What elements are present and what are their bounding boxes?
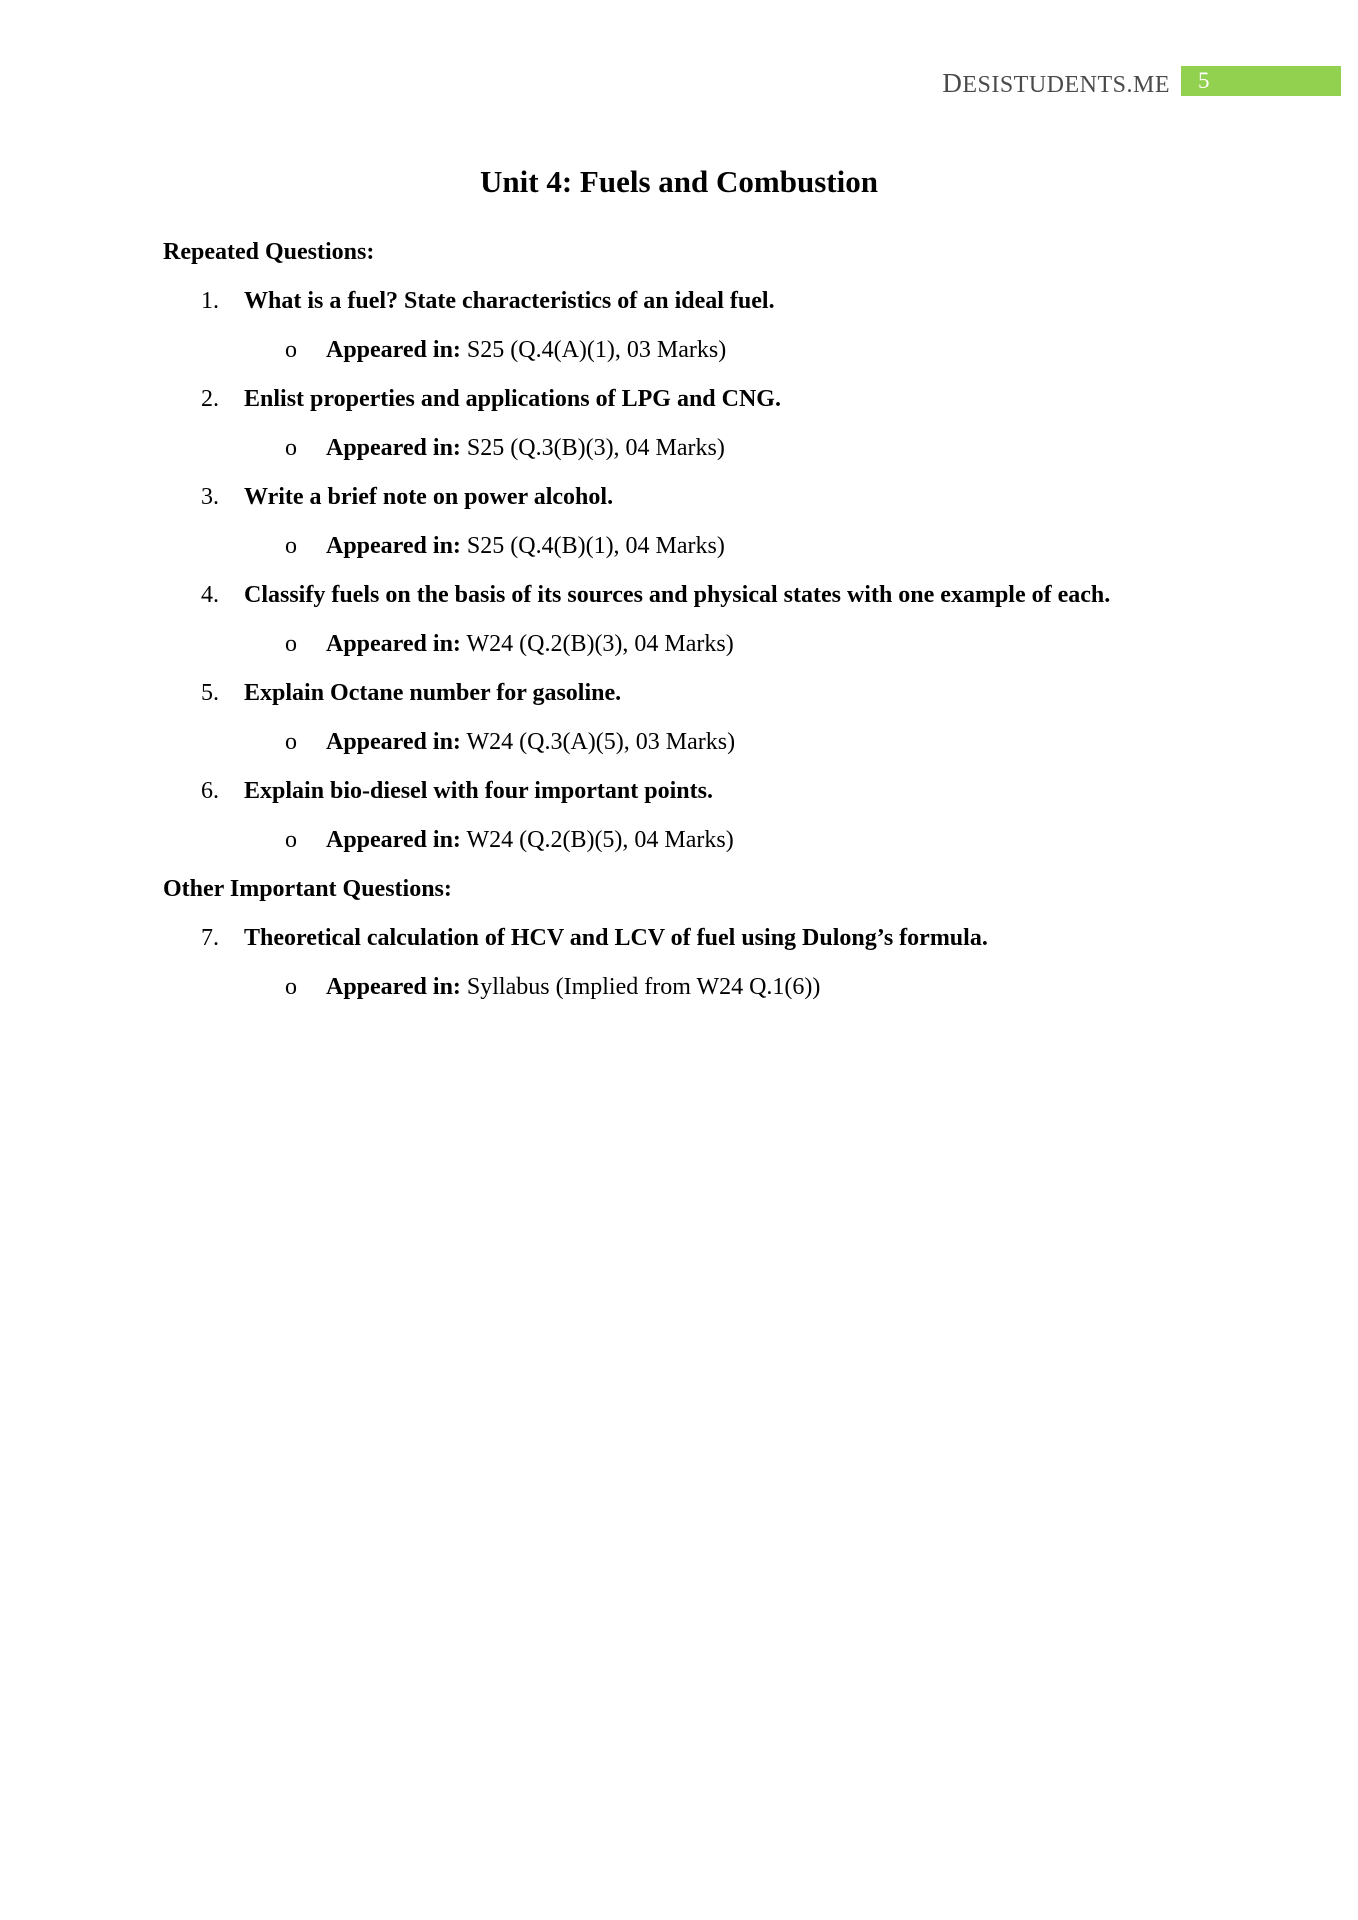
question-text: Write a brief note on power alcohol.: [244, 484, 614, 510]
bullet-marker: o: [285, 631, 297, 657]
question-text: What is a fuel? State characteristics of an ideal fuel.: [244, 288, 775, 314]
appeared-value: W24 (Q.2(B)(5), 04 Marks): [460, 827, 734, 853]
question-number: 6.: [201, 778, 219, 804]
site-name-rest: ESISTUDENTS.ME: [962, 72, 1170, 98]
appeared-value: Syllabus (Implied from W24 Q.1(6)): [460, 974, 821, 1000]
appeared-value: S25 (Q.4(B)(1), 04 Marks): [460, 533, 725, 559]
page-number-badge: [1181, 66, 1341, 96]
question-text: Theoretical calculation of HCV and LCV of fuel using Dulong’s formula.: [244, 925, 988, 951]
site-name-initial: D: [942, 68, 963, 98]
question-text: Classify fuels on the basis of its sources and physical states with one example of each.: [244, 582, 1111, 608]
question-text: Explain bio-diesel with four important points.: [244, 778, 713, 804]
page-title: Unit 4: Fuels and Combustion: [480, 164, 878, 199]
question-number: 3.: [201, 484, 219, 510]
appeared-label: Appeared in:: [326, 631, 461, 657]
question-number: 2.: [201, 386, 219, 412]
bullet-marker: o: [285, 729, 297, 755]
repeated-questions-heading: Repeated Questions:: [163, 239, 375, 265]
appeared-label: Appeared in:: [326, 827, 461, 853]
question-number: 7.: [201, 925, 219, 951]
question-text: Enlist properties and applications of LPG and CNG.: [244, 386, 781, 412]
question-text: Explain Octane number for gasoline.: [244, 680, 622, 706]
appeared-value: S25 (Q.3(B)(3), 04 Marks): [460, 435, 725, 461]
question-number: 1.: [201, 288, 219, 314]
bullet-marker: o: [285, 974, 297, 1000]
other-questions-heading: Other Important Questions:: [163, 876, 452, 902]
appeared-value: W24 (Q.2(B)(3), 04 Marks): [460, 631, 734, 657]
appeared-value: S25 (Q.4(A)(1), 03 Marks): [460, 337, 727, 363]
bullet-marker: o: [285, 435, 297, 461]
appeared-label: Appeared in:: [326, 337, 461, 363]
bullet-marker: o: [285, 533, 297, 559]
bullet-marker: o: [285, 337, 297, 363]
appeared-value: W24 (Q.3(A)(5), 03 Marks): [460, 729, 736, 755]
question-number: 5.: [201, 680, 219, 706]
page-number: 5: [1198, 68, 1210, 93]
appeared-label: Appeared in:: [326, 974, 461, 1000]
site-name-header: [942, 68, 1170, 100]
appeared-label: Appeared in:: [326, 729, 461, 755]
appeared-label: Appeared in:: [326, 435, 461, 461]
appeared-label: Appeared in:: [326, 533, 461, 559]
question-number: 4.: [201, 582, 219, 608]
bullet-marker: o: [285, 827, 297, 853]
